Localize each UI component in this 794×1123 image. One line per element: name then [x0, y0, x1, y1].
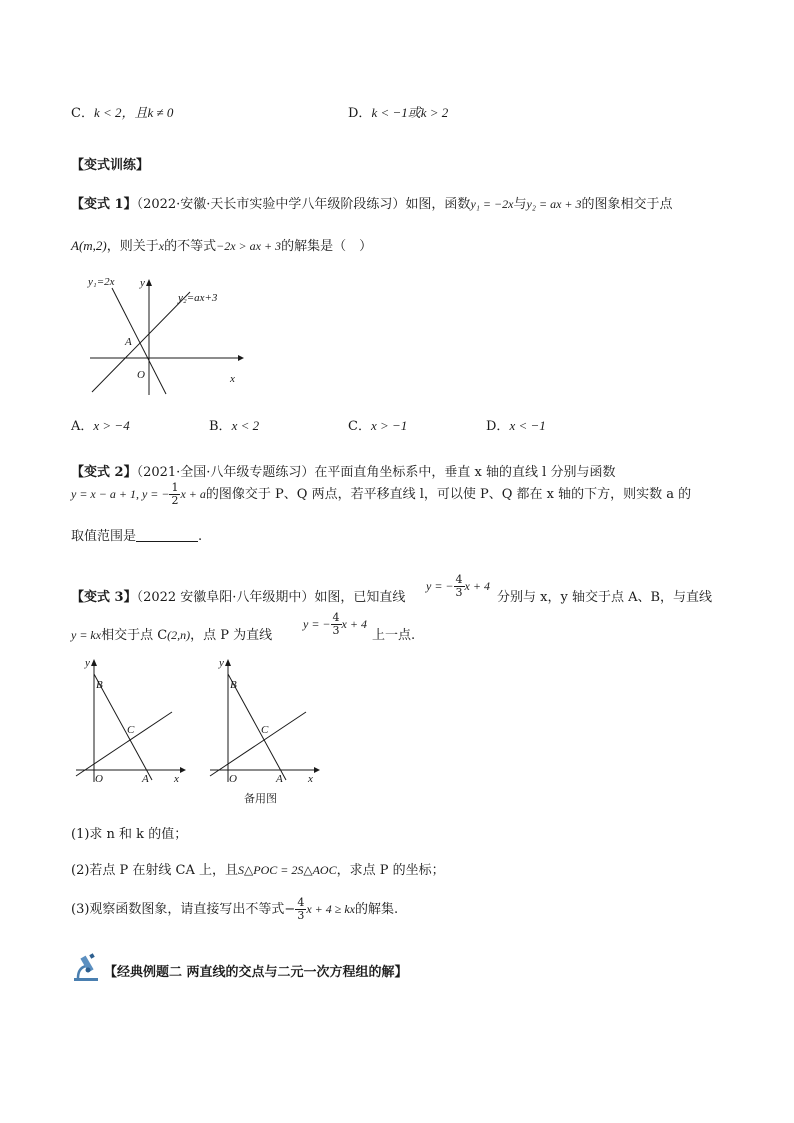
v3g2-label-b: B — [230, 679, 237, 691]
v3-frac-2: $\frac{4}{3}$ — [332, 611, 340, 637]
option-d-prev: D．k < −1或k > 2 — [348, 105, 449, 121]
v3g2-line-kx — [210, 712, 306, 776]
v3-q1: (1)求 n 和 k 的值； — [71, 827, 188, 842]
option-c-prev: C．k < 2，且k ≠ 0 — [71, 105, 174, 121]
v3g1-label-o: O — [95, 773, 103, 785]
v3g2-label-c: C — [261, 724, 269, 736]
v3g1-label-c: C — [127, 724, 135, 736]
v3-line1: 【变式 3】（2022 安徽阜阳·八年级期中）如图，已知直线 — [71, 590, 406, 605]
v1-line2: A(m,2)，则关于x的不等式−2x > ax + 3的解集是（ ） — [71, 238, 373, 254]
v1-label-x: x — [230, 373, 235, 385]
v1-line1: 【变式 1】（2022·安徽·天长市实验中学八年级阶段练习）如图，函数y₁ = −2x与y₂ = ax + 3的图象相交于点 — [71, 197, 673, 212]
v3g2-x-arrow — [314, 767, 320, 773]
v3-line1-tail: 分别与 x，y 轴交于点 A、B，与直线 — [497, 590, 713, 605]
v1-label-y: y — [140, 277, 145, 289]
v2-line2: y = x − a + 1, y = − $\frac{1}{2}$ x + a的图像交于 P、Q 两点，若平移直线 l，可以使 P、Q 都在 x 轴的下方，则实数 a 的 — [71, 481, 692, 507]
v1-label-y1: y₁=2x — [88, 276, 115, 288]
v1-label-o: O — [137, 369, 145, 381]
section-title: 【变式训练】 — [71, 158, 150, 173]
v3g1-y-arrow — [91, 659, 97, 666]
v3-q3: (3)观察函数图象，请直接写出不等式− $\frac{4}{3}$ x + 4 ≥ kx的解集. — [71, 896, 399, 922]
v3-frac: $\frac{4}{3}$ — [455, 573, 463, 599]
v3-line2-tail: 上一点. — [372, 628, 416, 643]
v3-eq1: y = − $\frac{4}{3}$ x + 4 — [426, 573, 490, 599]
v2-frac: $\frac{1}{2}$ — [171, 481, 179, 507]
v1-label-a: A — [125, 336, 132, 348]
v3-q3-frac: $\frac{4}{3}$ — [297, 896, 305, 922]
microscope-icon — [72, 952, 102, 984]
v1-y-arrow — [146, 279, 152, 286]
v3g2-label-o: O — [229, 773, 237, 785]
v3g1-label-x: x — [174, 773, 179, 785]
v3-graph-main — [72, 652, 190, 787]
v3g2-label-x: x — [308, 773, 313, 785]
v3-q2: (2)若点 P 在射线 CA 上，且S△POC = 2S△AOC，求点 P 的坐标； — [71, 863, 445, 878]
v3-eq1-repeat: y = − $\frac{4}{3}$ x + 4 — [303, 611, 367, 637]
v1-graph — [82, 270, 252, 400]
v2-line1: 【变式 2】（2021·全国·八年级专题练习）在平面直角坐标系中，垂直 x 轴的直线 l 分别与函数 — [71, 465, 616, 480]
spare-caption: 备用图 — [244, 792, 277, 805]
v1-option-a: A．x > −4 — [71, 418, 130, 434]
v3g1-label-b: B — [96, 679, 103, 691]
v1-option-b: B．x < 2 — [209, 418, 260, 434]
v3g2-label-y: y — [219, 657, 224, 669]
answer-blank[interactable] — [136, 529, 198, 542]
v3-graph-spare — [206, 652, 324, 787]
v3g1-x-arrow — [180, 767, 186, 773]
v2-line3: 取值范围是 . — [71, 529, 203, 544]
v1-x-arrow — [238, 355, 244, 361]
v1-option-d: D．x < −1 — [486, 418, 546, 434]
v3g2-label-a: A — [276, 773, 283, 785]
v1-label-y2: y₂=ax+3 — [178, 292, 218, 304]
v3g1-label-y: y — [85, 657, 90, 669]
v3g2-y-arrow — [225, 659, 231, 666]
v1-option-c: C．x > −1 — [348, 418, 408, 434]
v3g1-label-a: A — [142, 773, 149, 785]
v3-line2: y = kx相交于点 C(2,n)，点 P 为直线 — [71, 628, 273, 643]
example2-title: 【经典例题二 两直线的交点与二元一次方程组的解】 — [104, 965, 408, 980]
v3g1-line-kx — [76, 712, 172, 776]
